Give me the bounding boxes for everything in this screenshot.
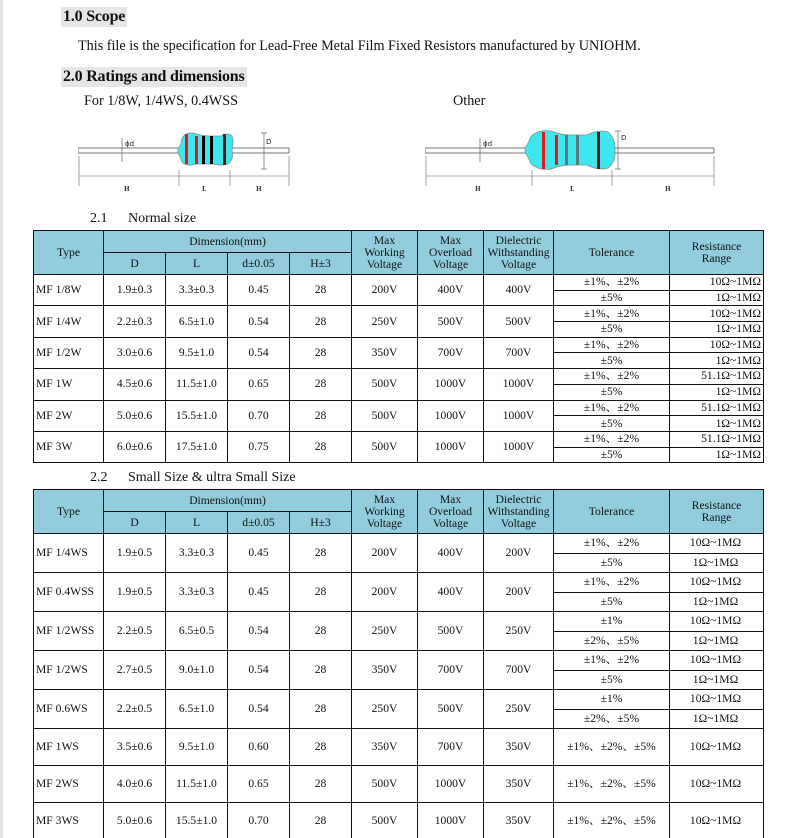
header-max-working-voltage: Max Working Voltage [352, 490, 418, 534]
cell-dielectric-voltage: 200V [484, 534, 554, 573]
cell-lead-length: 28 [290, 573, 352, 612]
cell-lead-diameter: 0.54 [228, 651, 290, 690]
cell-type: MF 2WS [34, 766, 104, 803]
cell-type: MF 0.6WS [34, 690, 104, 729]
header-lead-length: H±3 [290, 512, 352, 534]
cell-body-diameter: 3.0±0.6 [104, 337, 166, 368]
section-2-2-title [90, 470, 296, 486]
cell-tolerance: ±1%、±2% [554, 431, 670, 447]
cell-tolerance: ±1%、±2% [554, 400, 670, 416]
cell-lead-diameter: 0.45 [228, 573, 290, 612]
cell-lead-length: 28 [290, 369, 352, 400]
table-row [34, 690, 764, 710]
header-type: Type [34, 490, 104, 534]
scope-text: This file is the specification for Lead-Free Metal Film Fixed Resistors manufactured by UNIOHM. [78, 38, 641, 54]
cell-type: MF 3W [34, 431, 104, 462]
diagram-caption-left: For 1/8W, 1/4WS, 0.4WSS [84, 93, 238, 109]
header-lead-diameter: d±0.05 [228, 512, 290, 534]
cell-dielectric-voltage: 350V [484, 729, 554, 766]
cell-lead-diameter: 0.70 [228, 400, 290, 431]
cell-type: MF 1/8W [34, 275, 104, 306]
cell-max-overload-voltage: 1000V [418, 431, 484, 462]
section-title: Small Size & ultra Small Size [128, 470, 296, 485]
table-row [34, 612, 764, 632]
table-row [34, 766, 764, 803]
cell-resistance-range: 51.1Ω~1MΩ [670, 400, 764, 416]
color-band [195, 136, 198, 164]
header-body-length: L [166, 512, 228, 534]
color-band [210, 136, 213, 164]
cell-max-working-voltage: 200V [352, 534, 418, 573]
cell-max-overload-voltage: 500V [418, 306, 484, 337]
cell-lead-length: 28 [290, 275, 352, 306]
cell-lead-diameter: 0.54 [228, 306, 290, 337]
cell-dielectric-voltage: 1000V [484, 431, 554, 462]
cell-max-overload-voltage: 1000V [418, 803, 484, 838]
cell-resistance-range: 10Ω~1MΩ [670, 534, 764, 554]
cell-body-length: 17.5±1.0 [166, 431, 228, 462]
cell-resistance-range: 1Ω~1MΩ [670, 670, 764, 690]
cell-lead-length: 28 [290, 612, 352, 651]
cell-type: MF 1WS [34, 729, 104, 766]
cell-resistance-range: 10Ω~1MΩ [670, 275, 764, 291]
cell-body-length: 6.5±0.5 [166, 612, 228, 651]
table-row [34, 651, 764, 671]
cell-type: MF 1/4W [34, 306, 104, 337]
table-row [34, 275, 764, 291]
cell-lead-length: 28 [290, 400, 352, 431]
scope-heading: 1.0 Scope [63, 8, 126, 25]
color-band [202, 136, 205, 164]
cell-max-working-voltage: 500V [352, 431, 418, 462]
cell-lead-diameter: 0.45 [228, 275, 290, 306]
cell-tolerance: ±1%、±2% [554, 337, 670, 353]
cell-dielectric-voltage: 350V [484, 766, 554, 803]
cell-tolerance: ±1%、±2%、±5% [554, 803, 670, 838]
cell-resistance-range: 10Ω~1MΩ [670, 573, 764, 593]
cell-body-diameter: 1.9±0.5 [104, 534, 166, 573]
cell-body-diameter: 5.0±0.6 [104, 400, 166, 431]
cell-resistance-range: 10Ω~1MΩ [670, 766, 764, 803]
cell-lead-diameter: 0.54 [228, 612, 290, 651]
cell-resistance-range: 10Ω~1MΩ [670, 337, 764, 353]
table-row [34, 729, 764, 766]
cell-tolerance: ±1%、±2% [554, 369, 670, 385]
cell-tolerance: ±5% [554, 670, 670, 690]
cell-tolerance: ±5% [554, 353, 670, 369]
ratings-heading: 2.0 Ratings and dimensions [63, 68, 245, 85]
cell-lead-length: 28 [290, 534, 352, 573]
cell-max-overload-voltage: 1000V [418, 400, 484, 431]
header-resistance-range: Resistance Range [670, 231, 764, 275]
cell-type: MF 3WS [34, 803, 104, 838]
cell-resistance-range: 10Ω~1MΩ [670, 803, 764, 838]
cell-resistance-range: 1Ω~1MΩ [670, 416, 764, 432]
cell-body-diameter: 4.5±0.6 [104, 369, 166, 400]
color-band [185, 134, 188, 164]
cell-dielectric-voltage: 1000V [484, 400, 554, 431]
section-number: 2.1 [90, 211, 108, 226]
body-length-label: L [570, 186, 575, 193]
cell-tolerance: ±1%、±2% [554, 275, 670, 291]
cell-resistance-range: 1Ω~1MΩ [670, 384, 764, 400]
table-row [34, 431, 764, 447]
cell-resistance-range: 10Ω~1MΩ [670, 651, 764, 671]
header-lead-diameter: d±0.05 [228, 253, 290, 275]
cell-body-length: 6.5±1.0 [166, 690, 228, 729]
cell-max-working-voltage: 250V [352, 690, 418, 729]
cell-resistance-range: 51.1Ω~1MΩ [670, 369, 764, 385]
cell-tolerance: ±5% [554, 384, 670, 400]
cell-body-diameter: 2.2±0.3 [104, 306, 166, 337]
cell-lead-length: 28 [290, 337, 352, 368]
lead-length-label-left: H [124, 186, 130, 193]
header-tolerance: Tolerance [554, 231, 670, 275]
cell-body-diameter: 5.0±0.6 [104, 803, 166, 838]
cell-dielectric-voltage: 350V [484, 803, 554, 838]
cell-max-working-voltage: 500V [352, 369, 418, 400]
cell-max-working-voltage: 500V [352, 766, 418, 803]
header-body-length: L [166, 253, 228, 275]
cell-resistance-range: 51.1Ω~1MΩ [670, 431, 764, 447]
cell-lead-diameter: 0.54 [228, 337, 290, 368]
cell-max-working-voltage: 200V [352, 573, 418, 612]
cell-tolerance: ±5% [554, 447, 670, 463]
cell-max-working-voltage: 350V [352, 651, 418, 690]
header-body-diameter: D [104, 512, 166, 534]
cell-tolerance: ±1% [554, 690, 670, 710]
cell-body-diameter: 2.2±0.5 [104, 690, 166, 729]
color-band [223, 134, 226, 165]
cell-body-length: 3.3±0.3 [166, 534, 228, 573]
cell-dielectric-voltage: 1000V [484, 369, 554, 400]
header-max-overload-voltage: Max Overload Voltage [418, 490, 484, 534]
cell-max-overload-voltage: 700V [418, 651, 484, 690]
cell-body-length: 9.0±1.0 [166, 651, 228, 690]
page-left-border [0, 0, 3, 838]
cell-lead-length: 28 [290, 729, 352, 766]
cell-tolerance: ±5% [554, 290, 670, 306]
cell-lead-length: 28 [290, 431, 352, 462]
diagram-caption-right: Other [453, 93, 486, 109]
cell-body-length: 15.5±1.0 [166, 400, 228, 431]
cell-type: MF 0.4WSS [34, 573, 104, 612]
cell-body-length: 11.5±1.0 [166, 369, 228, 400]
resistor-body [525, 131, 615, 170]
cell-max-overload-voltage: 1000V [418, 766, 484, 803]
table-row [34, 573, 764, 593]
cell-lead-length: 28 [290, 803, 352, 838]
cell-dielectric-voltage: 400V [484, 275, 554, 306]
cell-dielectric-voltage: 500V [484, 306, 554, 337]
resistor-diagram-normal [425, 128, 720, 194]
body-diameter-label: D [621, 134, 627, 142]
table-row [34, 306, 764, 322]
header-dimension: Dimension(mm) [104, 490, 352, 512]
cell-lead-diameter: 0.60 [228, 729, 290, 766]
cell-max-overload-voltage: 400V [418, 275, 484, 306]
cell-body-length: 6.5±1.0 [166, 306, 228, 337]
cell-tolerance: ±2%、±5% [554, 631, 670, 651]
header-dielectric-voltage: Dielectric Withstanding Voltage [484, 231, 554, 275]
color-band [597, 132, 600, 169]
header-body-diameter: D [104, 253, 166, 275]
cell-resistance-range: 1Ω~1MΩ [670, 290, 764, 306]
table-header-row [34, 231, 764, 253]
normal-size-table [33, 230, 764, 463]
cell-lead-diameter: 0.65 [228, 766, 290, 803]
cell-type: MF 1/4WS [34, 534, 104, 573]
cell-dielectric-voltage: 700V [484, 337, 554, 368]
cell-max-working-voltage: 500V [352, 400, 418, 431]
section-2-1-title [90, 211, 196, 227]
table-row [34, 369, 764, 385]
cell-lead-length: 28 [290, 306, 352, 337]
cell-tolerance: ±1%、±2% [554, 573, 670, 593]
cell-dielectric-voltage: 200V [484, 573, 554, 612]
cell-body-diameter: 3.5±0.6 [104, 729, 166, 766]
body-length-label: L [202, 186, 207, 193]
header-tolerance: Tolerance [554, 490, 670, 534]
cell-body-length: 9.5±1.0 [166, 337, 228, 368]
lead-diameter-label: ϕd [483, 140, 493, 148]
cell-max-working-voltage: 350V [352, 729, 418, 766]
cell-max-overload-voltage: 700V [418, 337, 484, 368]
cell-tolerance: ±1%、±2% [554, 651, 670, 671]
cell-max-working-voltage: 250V [352, 612, 418, 651]
cell-max-overload-voltage: 400V [418, 573, 484, 612]
cell-resistance-range: 10Ω~1MΩ [670, 306, 764, 322]
color-band [565, 135, 568, 165]
cell-type: MF 2W [34, 400, 104, 431]
cell-body-length: 3.3±0.3 [166, 573, 228, 612]
cell-body-length: 3.3±0.3 [166, 275, 228, 306]
cell-body-diameter: 2.2±0.5 [104, 612, 166, 651]
cell-lead-diameter: 0.75 [228, 431, 290, 462]
cell-body-length: 9.5±1.0 [166, 729, 228, 766]
cell-max-working-voltage: 500V [352, 803, 418, 838]
cell-resistance-range: 1Ω~1MΩ [670, 447, 764, 463]
cell-max-overload-voltage: 500V [418, 690, 484, 729]
cell-tolerance: ±1%、±2%、±5% [554, 729, 670, 766]
section-number: 2.2 [90, 470, 108, 485]
cell-resistance-range: 1Ω~1MΩ [670, 553, 764, 573]
cell-max-overload-voltage: 1000V [418, 369, 484, 400]
cell-tolerance: ±1%、±2% [554, 306, 670, 322]
table-row [34, 534, 764, 554]
table-row [34, 400, 764, 416]
cell-lead-diameter: 0.70 [228, 803, 290, 838]
cell-type: MF 1/2WS [34, 651, 104, 690]
cell-resistance-range: 1Ω~1MΩ [670, 592, 764, 612]
cell-resistance-range: 1Ω~1MΩ [670, 353, 764, 369]
cell-tolerance: ±5% [554, 553, 670, 573]
cell-resistance-range: 10Ω~1MΩ [670, 612, 764, 632]
section-title: Normal size [128, 211, 197, 226]
cell-body-diameter: 2.7±0.5 [104, 651, 166, 690]
lead-length-label-left: H [475, 186, 481, 193]
header-dielectric-voltage: Dielectric Withstanding Voltage [484, 490, 554, 534]
cell-body-diameter: 1.9±0.3 [104, 275, 166, 306]
lead-diameter-label: ϕd [125, 140, 135, 148]
cell-dielectric-voltage: 250V [484, 690, 554, 729]
cell-tolerance: ±1%、±2% [554, 534, 670, 554]
cell-lead-diameter: 0.65 [228, 369, 290, 400]
cell-resistance-range: 1Ω~1MΩ [670, 631, 764, 651]
header-max-overload-voltage: Max Overload Voltage [418, 231, 484, 275]
cell-lead-diameter: 0.54 [228, 690, 290, 729]
color-band [542, 132, 545, 169]
color-band [555, 135, 558, 165]
header-max-working-voltage: Max Working Voltage [352, 231, 418, 275]
cell-body-length: 11.5±1.0 [166, 766, 228, 803]
cell-type: MF 1/2W [34, 337, 104, 368]
lead-length-label-right: H [665, 186, 671, 193]
cell-max-overload-voltage: 500V [418, 612, 484, 651]
cell-resistance-range: 1Ω~1MΩ [670, 322, 764, 338]
table-row [34, 337, 764, 353]
cell-tolerance: ±1% [554, 612, 670, 632]
cell-lead-length: 28 [290, 766, 352, 803]
cell-lead-length: 28 [290, 690, 352, 729]
table-header-row [34, 490, 764, 512]
header-resistance-range: Resistance Range [670, 490, 764, 534]
cell-resistance-range: 10Ω~1MΩ [670, 690, 764, 710]
cell-max-working-voltage: 200V [352, 275, 418, 306]
cell-max-working-voltage: 350V [352, 337, 418, 368]
table-row [34, 803, 764, 838]
header-type: Type [34, 231, 104, 275]
resistor-diagram-small [78, 128, 293, 194]
cell-tolerance: ±5% [554, 592, 670, 612]
cell-max-overload-voltage: 400V [418, 534, 484, 573]
cell-dielectric-voltage: 250V [484, 612, 554, 651]
body-diameter-label: D [266, 138, 272, 146]
cell-body-length: 15.5±1.0 [166, 803, 228, 838]
cell-max-overload-voltage: 700V [418, 729, 484, 766]
cell-type: MF 1W [34, 369, 104, 400]
cell-lead-diameter: 0.45 [228, 534, 290, 573]
header-dimension: Dimension(mm) [104, 231, 352, 253]
cell-body-diameter: 1.9±0.5 [104, 573, 166, 612]
cell-body-diameter: 4.0±0.6 [104, 766, 166, 803]
cell-tolerance: ±1%、±2%、±5% [554, 766, 670, 803]
cell-tolerance: ±2%、±5% [554, 709, 670, 729]
cell-resistance-range: 10Ω~1MΩ [670, 729, 764, 766]
cell-body-diameter: 6.0±0.6 [104, 431, 166, 462]
cell-type: MF 1/2WSS [34, 612, 104, 651]
lead-length-label-right: H [256, 186, 262, 193]
cell-resistance-range: 1Ω~1MΩ [670, 709, 764, 729]
cell-tolerance: ±5% [554, 322, 670, 338]
color-band [576, 135, 579, 165]
small-size-table [33, 489, 764, 838]
header-lead-length: H±3 [290, 253, 352, 275]
cell-tolerance: ±5% [554, 416, 670, 432]
cell-max-working-voltage: 250V [352, 306, 418, 337]
cell-lead-length: 28 [290, 651, 352, 690]
cell-dielectric-voltage: 700V [484, 651, 554, 690]
